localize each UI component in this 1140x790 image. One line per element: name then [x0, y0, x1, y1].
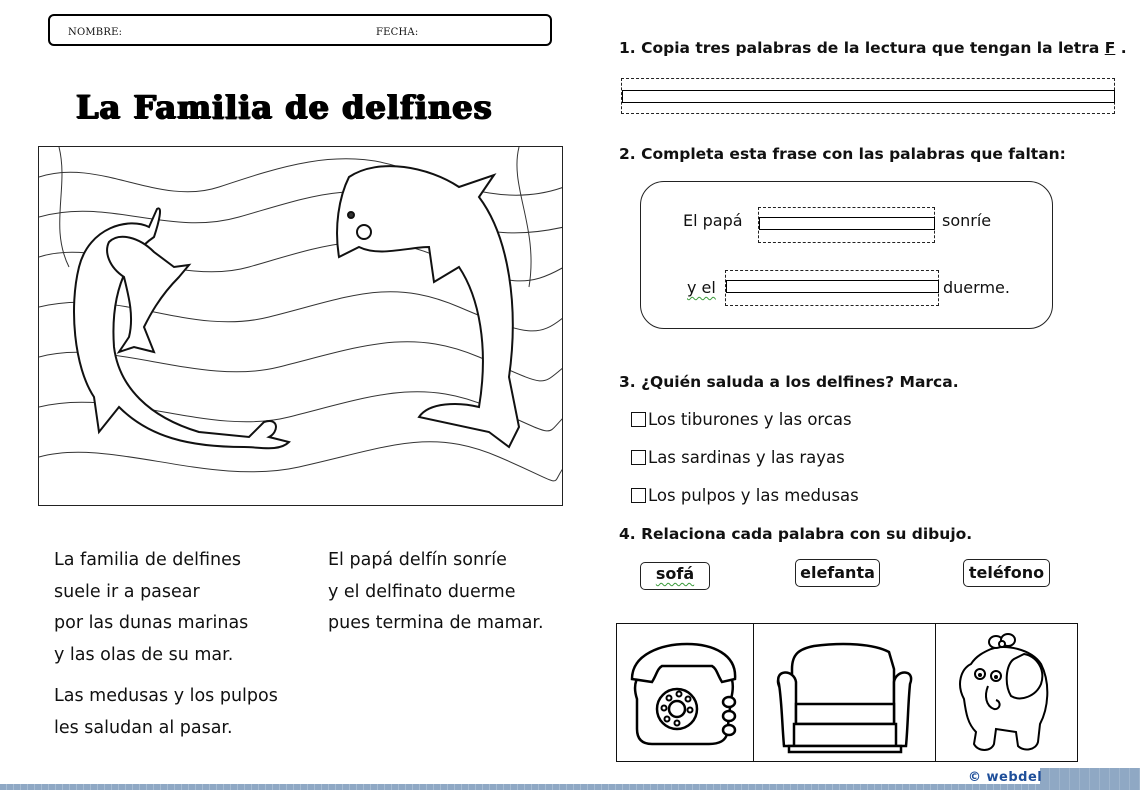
option-2-label: Las sardinas y las rayas: [648, 448, 845, 467]
sentence-frame: [640, 181, 1053, 329]
question-1-text: 1. Copia tres palabras de la lectura que tengan la letra: [619, 39, 1100, 57]
word-elefanta[interactable]: [795, 559, 880, 587]
picture-cell-telephone[interactable]: [617, 624, 754, 761]
poem-line: y el delfinato duerme: [328, 581, 516, 602]
worksheet-title: La Familia de delfines: [76, 88, 493, 126]
sentence-1-before: El papá: [683, 211, 743, 230]
picture-cell-sofa[interactable]: [754, 624, 936, 761]
dolphin-illustration: [38, 146, 563, 506]
sentence-1-after: sonríe: [942, 211, 992, 230]
date-label: FECHA:: [376, 27, 419, 38]
answer-1-box[interactable]: [621, 78, 1115, 114]
word-elefanta-label: elefanta: [800, 563, 875, 582]
question-4: 4. Relaciona cada palabra con su dibujo.: [619, 525, 973, 543]
dolphin-family-icon: [39, 147, 563, 506]
question-3: 3. ¿Quién saluda a los delfines? Marca.: [619, 373, 959, 391]
answer-2a-line[interactable]: [759, 217, 935, 230]
picture-cell-elephant[interactable]: [936, 624, 1079, 761]
word-sofa[interactable]: [640, 562, 710, 590]
name-label: NOMBRE:: [68, 27, 123, 38]
checkbox-3[interactable]: [631, 488, 646, 503]
poem-line: y las olas de su mar.: [54, 644, 234, 665]
answer-2b-box[interactable]: [725, 270, 939, 306]
poem-line: Las medusas y los pulpos: [54, 686, 278, 706]
question-1: [619, 39, 1127, 57]
copyright-credit: © webdel: [968, 770, 1043, 785]
footer-logo-block: [1040, 768, 1140, 790]
option-3-label: Los pulpos y las medusas: [648, 486, 859, 505]
poem-line: por las dunas marinas: [54, 613, 249, 633]
sentence-2-after: duerme.: [943, 278, 1010, 297]
word-sofa-label: sofá: [655, 564, 695, 583]
poem-line: pues termina de mamar.: [328, 613, 544, 633]
sofa-icon: [754, 624, 935, 760]
poem-stanza-3: [328, 545, 544, 640]
checkbox-2[interactable]: [631, 450, 646, 465]
question-2: 2. Completa esta frase con las palabras que faltan:: [619, 145, 1066, 163]
sentence-2-before: y el: [687, 278, 716, 297]
picture-table: [616, 623, 1078, 762]
question-1-letter: F: [1104, 39, 1116, 57]
poem-line: La familia de delfines: [54, 550, 242, 570]
option-3[interactable]: [631, 486, 859, 505]
poem-line: El papá delfín sonríe: [328, 550, 507, 570]
answer-2a-box[interactable]: [758, 207, 935, 243]
option-1-label: Los tiburones y las orcas: [648, 410, 852, 429]
elephant-icon: [936, 624, 1077, 760]
word-telefono[interactable]: [963, 559, 1050, 587]
option-2[interactable]: [631, 448, 845, 467]
word-telefono-label: teléfono: [968, 563, 1045, 582]
poem-stanza-1: [54, 545, 248, 671]
answer-2b-line[interactable]: [726, 280, 939, 293]
poem-stanza-2: [54, 681, 278, 744]
checkbox-1[interactable]: [631, 412, 646, 427]
poem-line: les saludan al pasar.: [54, 717, 233, 738]
poem-line: suele ir a pasear: [54, 581, 200, 602]
name-date-box: [48, 14, 552, 46]
option-1[interactable]: [631, 410, 852, 429]
telephone-icon: [617, 624, 753, 760]
answer-1-line[interactable]: [622, 90, 1115, 103]
question-1-end: .: [1120, 39, 1127, 57]
